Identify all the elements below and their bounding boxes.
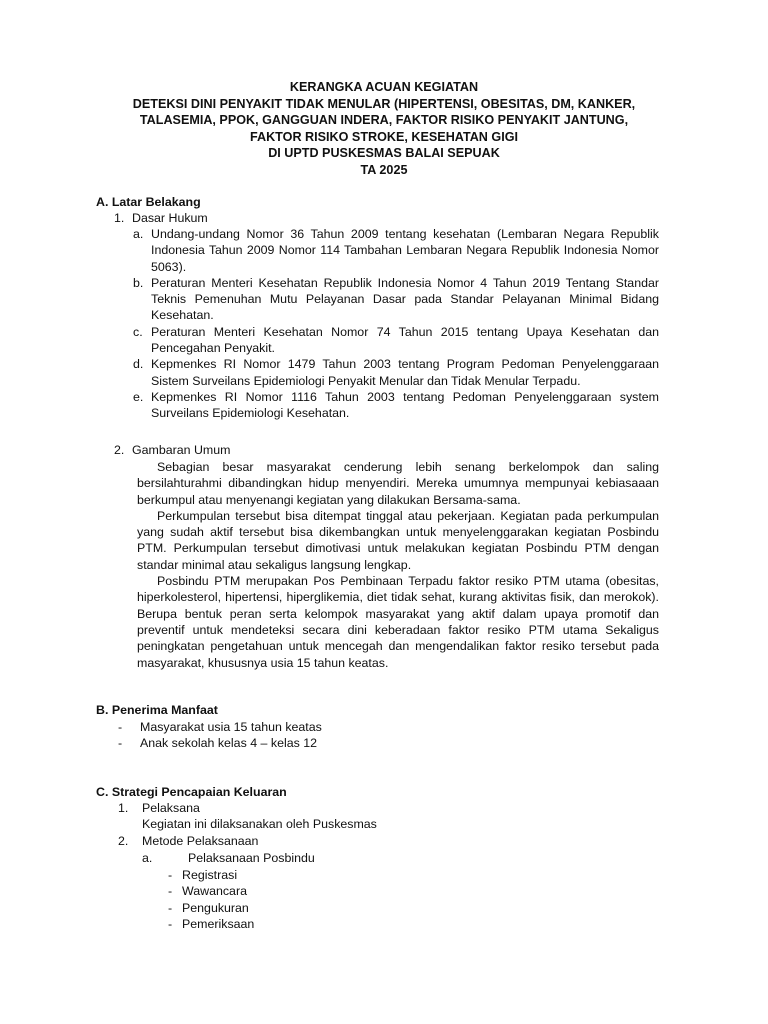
section-b-heading: B. Penerima Manfaat (96, 703, 218, 717)
list-item-text: Pemeriksaan (182, 916, 255, 931)
dasar-hukum-header (114, 210, 674, 226)
title-line: KERANGKA ACUAN KEGIATAN (289, 80, 479, 94)
list-letter: e. (133, 389, 144, 404)
list-item (133, 389, 659, 422)
list-number: 1. (114, 211, 125, 225)
dasar-hukum-block (114, 210, 674, 226)
list-letter: a. (142, 851, 153, 865)
list-item (133, 324, 659, 357)
list-item (133, 226, 659, 275)
list-item (168, 900, 468, 916)
document-title (0, 79, 768, 179)
list-item-text: Registrasi (182, 868, 238, 882)
posbindu-header (142, 850, 542, 866)
paragraph: Posbindu PTM merupakan Pos Pembinaan Terpadu faktor resiko PTM utama (obesitas, hiperkolesterol, hipertensi, hiperglikemia, diet tidak sehat, kurang aktivitas fisik, dan merokok). Berupa bentuk peran serta kelompok masyarakat yang aktif dalam upaya promotif dan preventif untuk mendeteksi secara dini keberadaan faktor resiko PTM utama Sekaligus peningkatan pengetahuan untuk mencegah dan mengendalikan faktor resiko tersebut pada masyarakat, khususnya usia 15 tahun keatas. (137, 574, 659, 670)
posbindu-sub (142, 850, 542, 866)
list-item (133, 275, 659, 324)
list-item-text: Peraturan Menteri Kesehatan Republik Indonesia Nomor 4 Tahun 2019 Tentang Standar Teknis Pemenuhan Mutu Pelayanan Dasar pada Standar Pelayanan Minimal Bidang Kesehatan. (151, 275, 659, 323)
pelaksana-text: Kegiatan ini dilaksanakan oleh Puskesmas (142, 817, 377, 832)
list-item (168, 916, 468, 932)
bullet: - (168, 884, 173, 899)
title-line: DETEKSI DINI PENYAKIT TIDAK MENULAR (HIPERTENSI, OBESITAS, DM, KANKER, (132, 96, 636, 111)
gambaran-umum-block (114, 442, 674, 458)
list-item-text: Kepmenkes RI Nomor 1116 Tahun 2003 tentang Pedoman Penyelenggaraan system Surveilans Epidemiologi Kesehatan. (151, 389, 659, 421)
posbindu-label: Pelaksanaan Posbindu (188, 851, 315, 865)
bullet: - (168, 900, 173, 915)
list-number: 2. (118, 833, 129, 848)
pelaksana-header (118, 800, 618, 816)
metode-header (118, 833, 618, 849)
paragraph: Sebagian besar masyarakat cenderung lebih senang berkelompok dan saling bersilahturahmi dibandingkan hidup menyendiri. Mereka umumnya mempunyai kebiasaaan berkumpul atau menyenangi kegiatan yang dilakukan Bersama-sama. (137, 460, 659, 507)
gambaran-umum-label: Gambaran Umum (132, 443, 231, 457)
gambaran-umum-header (114, 442, 674, 458)
list-number: 1. (118, 801, 129, 815)
bullet: - (168, 916, 173, 931)
list-item-text: Pengukuran (182, 900, 249, 915)
dasar-hukum-label: Dasar Hukum (132, 211, 208, 225)
paragraph: Perkumpulan tersebut bisa ditempat tinggal atau pekerjaan. Kegiatan pada perkumpulan yang sudah aktif tersebut bisa dikembangkan untuk menyelenggarakan kegiatan Posbindu PTM. Perkumpulan tersebut dimotivasi untuk melakukan kegiatan Posbindu PTM dengan standar minimal atau sekaligus langsung lengkap. (137, 508, 659, 572)
bullet: - (168, 868, 173, 882)
title-line: FAKTOR RISIKO STROKE, KESEHATAN GIGI (250, 129, 518, 144)
list-item-text: Masyarakat usia 15 tahun keatas (140, 720, 322, 734)
list-number: 2. (114, 443, 125, 457)
bullet: - (118, 736, 123, 751)
title-line: DI UPTD PUSKESMAS BALAI SEPUAK (268, 146, 500, 161)
metode-label: Metode Pelaksanaan (142, 833, 259, 848)
list-item (118, 735, 618, 751)
list-item (168, 867, 468, 883)
list-item-text: Undang-undang Nomor 36 Tahun 2009 tentang kesehatan (Lembaran Negara Republik Indonesia Tahun 2009 Nomor 114 Tambahan Lembaran Negara Republik Indonesia Nomor 5063). (151, 227, 659, 274)
penerima-manfaat-list (118, 719, 618, 752)
section-a-heading: A. Latar Belakang (96, 195, 201, 209)
list-letter: a. (133, 227, 144, 241)
dasar-hukum-list (133, 226, 659, 422)
list-item (168, 883, 468, 899)
list-item (133, 356, 659, 389)
bullet: - (118, 720, 123, 734)
posbindu-steps (168, 867, 468, 932)
list-letter: b. (133, 275, 144, 290)
list-item-text: Kepmenkes RI Nomor 1479 Tahun 2003 tentang Program Pedoman Penyelenggaraan Sistem Surveilans Epidemiologi Penyakit Menular dan Tidak Menular Terpadu. (151, 357, 659, 388)
title-line: TA 2025 (360, 162, 408, 177)
list-letter: d. (133, 357, 144, 372)
list-item (118, 719, 618, 735)
pelaksana-label: Pelaksana (142, 801, 200, 815)
list-item-text: Peraturan Menteri Kesehatan Nomor 74 Tahun 2015 tentang Upaya Kesehatan dan Pencegahan Penyakit. (151, 324, 659, 356)
list-item-text: Anak sekolah kelas 4 – kelas 12 (140, 736, 318, 751)
list-item-text: Wawancara (182, 884, 247, 899)
pelaksana-block (118, 800, 618, 849)
title-line: TALASEMIA, PPOK, GANGGUAN INDERA, FAKTOR RISIKO PENYAKIT JANTUNG, (139, 113, 629, 128)
section-c-heading: C. Strategi Pencapaian Keluaran (96, 785, 287, 799)
list-letter: c. (133, 324, 143, 339)
gambaran-umum-text (137, 459, 659, 671)
